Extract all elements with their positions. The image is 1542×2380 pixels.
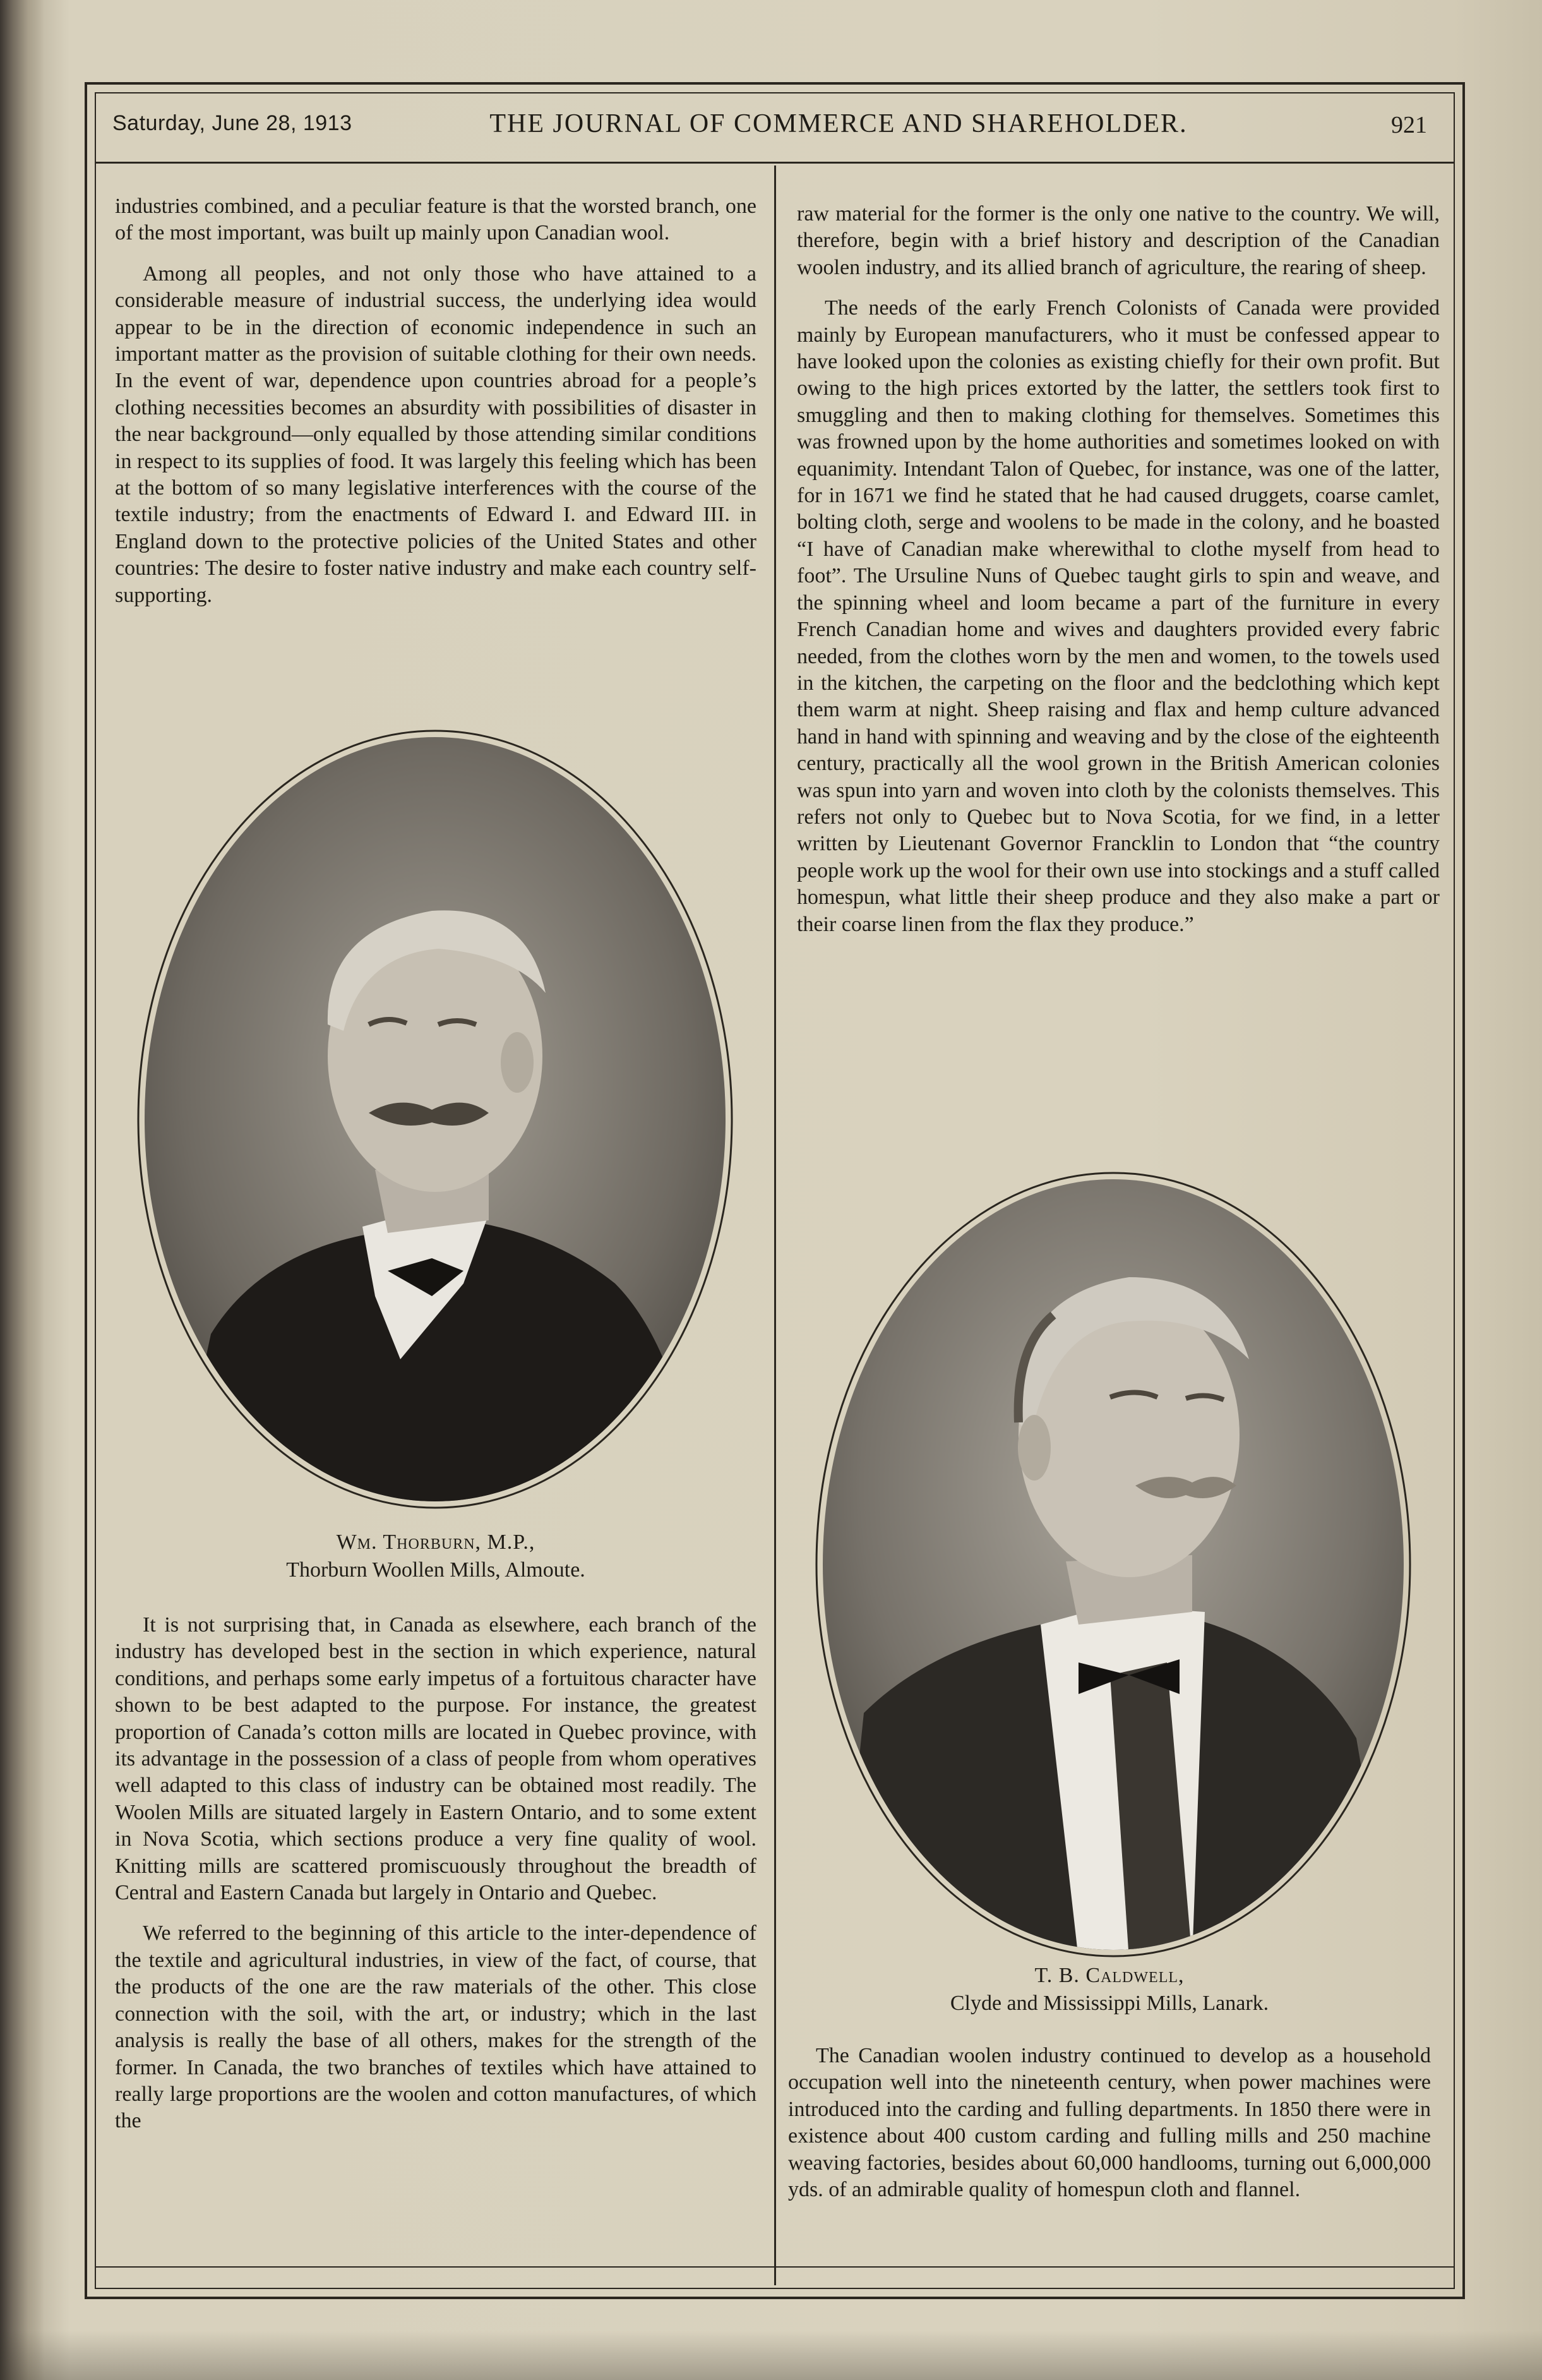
right-column-top (797, 201, 1440, 938)
page-header (112, 106, 1438, 150)
left-column-bottom (115, 1612, 756, 2135)
paragraph: Among all peoples, and not only those who have attained to a considerable measure of industrial success, the underlying idea would appear to be in the direction of economic independence in such an important matter as the provision of suitable clothing for their own needs. In the event of war, dependence upon countries abroad for a people’s clothing necessities becomes an absurdity with possibilities of disaster in the near background—only equalled by those attending similar conditions in respect to its supplies of food. It was largely this feeling which has been at the bottom of so many legislative interferences with the course of the textile industry; from the enactments of Edward I. and Edward III. in England down to the protective policies of the United States and other countries: The desire to foster native industry and make each country self-supporting. (115, 261, 756, 607)
portrait-caldwell (813, 1170, 1413, 1959)
caption-name: T. B. Caldwell, (1034, 1964, 1185, 1987)
binding-shadow (0, 0, 44, 2380)
column-divider (774, 165, 776, 2285)
right-column-bottom (788, 2043, 1431, 2203)
footer-rule (96, 2266, 1454, 2268)
caption-affiliation: Thorburn Woollen Mills, Almoute. (286, 1558, 585, 1582)
paragraph: The Canadian woolen industry continued to develop as a household occupation well into the nineteenth century, when power machines were introduced into the carding and fulling departments. In 1850 there were in existence about 400 custom carding and fulling mills and 250 machine weaving factories, besides about 60,000 handlooms, turning out 6,000,000 yds. of an admirable quality of homespun cloth and flannel. (788, 2044, 1431, 2202)
caption-caldwell (788, 1962, 1431, 2017)
header-rule (96, 162, 1454, 164)
paragraph: raw material for the former is the only one native to the country. We will, therefore, begin with a brief history and description of the Canadian woolen industry, and its allied branch of agriculture, the rearing of sheep. (797, 202, 1440, 279)
paragraph: It is not surprising that, in Canada as elsewhere, each branch of the industry has developed best in the section in which experience, natural conditions, and perhaps some early impetus of a fortuitous character have shown to be best adapted to the purpose. For instance, the greatest proportion of Canada’s cotton mills are located in Quebec province, with its advantage in the possession of a class of people from whom operatives well adapted to this class of industry can be obtained most readily. The Woolen Mills are situated largely in Eastern Ontario, and to some extent in Nova Scotia, which sections produce a very fine quality of wool. Knitting mills are scattered promiscuously throughout the breadth of Central and Eastern Canada but largely in Ontario and Quebec. (115, 1613, 756, 1905)
portrait-caldwell-photo (813, 1170, 1413, 1959)
caption-name: Wm. Thorburn, M.P., (336, 1530, 535, 1554)
paragraph: industries combined, and a peculiar feature is that the worsted branch, one of the most important, was built up mainly upon Canadian wool. (115, 195, 756, 245)
portrait-thorburn (135, 728, 735, 1511)
portrait-thorburn-photo (135, 728, 735, 1511)
journal-title: THE JOURNAL OF COMMERCE AND SHAREHOLDER. (489, 109, 1188, 138)
left-column-top (115, 193, 756, 609)
caption-affiliation: Clyde and Mississippi Mills, Lanark. (950, 1992, 1269, 2015)
issue-date: Saturday, June 28, 1913 (112, 111, 352, 135)
page-number: 921 (1391, 112, 1427, 138)
bottom-shadow (0, 2331, 1542, 2380)
paragraph: We referred to the beginning of this article to the inter-dependence of the textile and agricultural industries, in view of the fact, of course, that the products of the one are the raw materials of the other. This close connection with the soil, with the art, or industry; which in the last analysis is really the base of all others, makes for the strength of the former. In Canada, the two branches of textiles which have attained to really large proportions are the woolen and cotton manufactures, of which the (115, 1921, 756, 2133)
paragraph: The needs of the early French Colonists of Canada were provided mainly by European manufacturers, who it must be confessed appear to have looked upon the colonies as existing chiefly for their own profit. But owing to the high prices extorted by the latter, the settlers took first to smuggling and then to making clothing for themselves. Sometimes this was frowned upon by the home authorities and sometimes looked on with equanimity. Intendant Talon of Quebec, for instance, was one of the latter, for in 1671 we find he stated that he had caused druggets, coarse camlet, bolting cloth, serge and woolens to be made in the colony, and he boasted “I have of Canadian make wherewithal to clothe myself from head to foot”. The Ursuline Nuns of Quebec taught girls to spin and weave, and the spinning wheel and loom became a part of the furniture in every French Canadian home and wives and daughters provided every fabric needed, from the clothes worn by the men and women, to the towels used in the kitchen, the carpeting on the floor and the bedclothing which kept them warm at night. Sheep raising and flax and hemp culture advanced hand in hand with spinning and weaving and by the close of the eighteenth century, practically all the wool grown in the British American colonies was spun into yarn and woven into cloth by the colonists themselves. This refers not only to Quebec but to Nova Scotia, for we find, in a letter written by Lieutenant Governor Francklin to London that “the country people work up the wool for their own use into stockings and a stuff called homespun, what little their sheep produce and they also make a part or their coarse linen from the flax they produce.” (797, 296, 1440, 936)
caption-thorburn (115, 1529, 756, 1584)
